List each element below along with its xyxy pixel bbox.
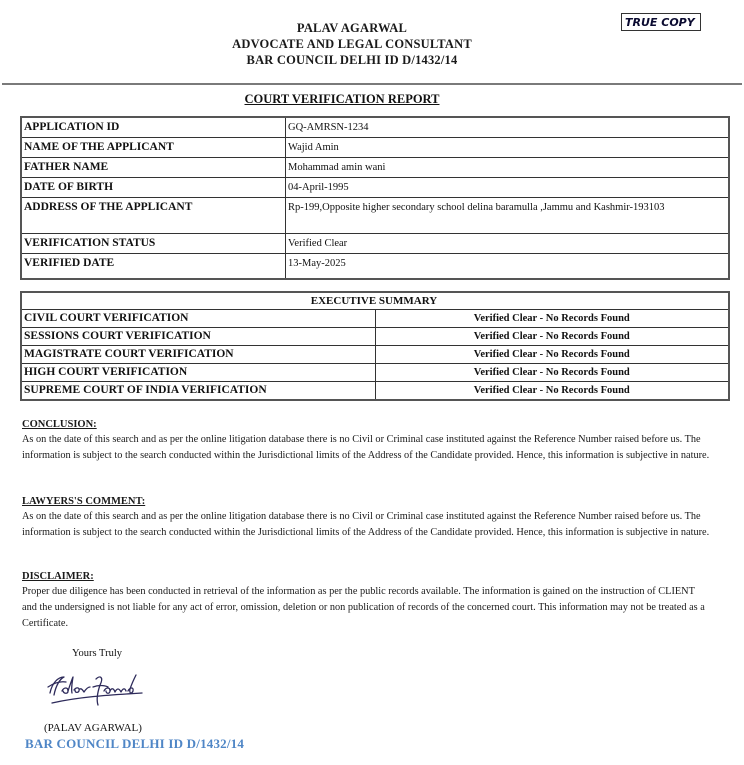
- row-value: Verified Clear - No Records Found: [375, 364, 729, 382]
- row-value: Wajid Amin: [286, 138, 730, 158]
- conclusion-text: As on the date of this search and as per the online litigation database there is no Civil or Criminal case instituted against the Reference Number raised before us. The information is subject to the search conducted within the Jurisdictional limits of the Address of the Candidate provided. Hence, this information is subjective in nature.: [22, 434, 710, 461]
- row-label: FATHER NAME: [21, 158, 286, 178]
- row-label: ADDRESS OF THE APPLICANT: [21, 198, 286, 234]
- row-label: MAGISTRATE COURT VERIFICATION: [21, 346, 375, 364]
- row-value: Verified Clear: [286, 234, 730, 254]
- advocate-bar-id: BAR COUNCIL DELHI ID D/1432/14: [246, 53, 458, 67]
- row-value: GQ-AMRSN-1234: [286, 117, 730, 138]
- disclaimer-text: Proper due diligence has been conducted in retrieval of the information as per the public records available. The information is gained on the instruction of CLIENT and the undersigned is not liable for any act of error, omission, deletion or non publication of records of the concerned court. This information may not be treated as a Certificate.: [22, 586, 705, 629]
- closing-salutation: Yours Truly: [72, 648, 123, 659]
- applicant-details-table: [20, 116, 730, 280]
- table-row: [21, 234, 729, 254]
- row-label: HIGH COURT VERIFICATION: [21, 364, 375, 382]
- table-row: [21, 382, 729, 401]
- lawyers-comment-heading: LAWYERS'S COMMENT:: [22, 496, 146, 507]
- lawyers-comment-section: [22, 495, 712, 541]
- row-label: SUPREME COURT OF INDIA VERIFICATION: [21, 382, 375, 401]
- row-value: Verified Clear - No Records Found: [375, 382, 729, 401]
- table-row: [21, 328, 729, 346]
- table-row: [21, 254, 729, 280]
- table-row: [21, 158, 729, 178]
- header-divider: [2, 83, 742, 85]
- signature-icon: [38, 665, 158, 715]
- row-label: VERIFICATION STATUS: [21, 234, 286, 254]
- advocate-name: PALAV AGARWAL: [296, 21, 408, 35]
- report-title: COURT VERIFICATION REPORT: [244, 92, 440, 106]
- signatory-name: (PALAV AGARWAL): [44, 722, 142, 734]
- advocate-designation: ADVOCATE AND LEGAL CONSULTANT: [232, 37, 472, 51]
- table-row: [21, 198, 729, 234]
- row-value: Verified Clear - No Records Found: [375, 346, 729, 364]
- row-label: CIVIL COURT VERIFICATION: [21, 310, 375, 328]
- table-row: [21, 310, 729, 328]
- lawyers-comment-text: As on the date of this search and as per the online litigation database there is no Civil or Criminal case instituted against the Reference Number raised before us. The information is subject to the search conducted within the Jurisdictional limits of the Address of the Candidate provided. Hence, this information is subjective in nature.: [22, 511, 710, 538]
- disclaimer-heading: DISCLAIMER:: [22, 571, 94, 582]
- table-row: [21, 117, 729, 138]
- executive-summary-table: [20, 291, 730, 401]
- true-copy-stamp: TRUE COPY: [621, 13, 701, 31]
- row-label: APPLICATION ID: [21, 117, 286, 138]
- table-row: [21, 364, 729, 382]
- row-value: Verified Clear - No Records Found: [375, 310, 729, 328]
- row-value: Mohammad amin wani: [286, 158, 730, 178]
- executive-summary-title: EXECUTIVE SUMMARY: [21, 292, 729, 310]
- disclaimer-section: [22, 570, 712, 632]
- row-label: SESSIONS COURT VERIFICATION: [21, 328, 375, 346]
- row-label: NAME OF THE APPLICANT: [21, 138, 286, 158]
- row-label: DATE OF BIRTH: [21, 178, 286, 198]
- row-value: 13-May-2025: [286, 254, 730, 280]
- table-row: [21, 346, 729, 364]
- table-row: [21, 178, 729, 198]
- row-value: 04-April-1995: [286, 178, 730, 198]
- table-header-row: [21, 292, 729, 310]
- signatory-bar-id: BAR COUNCIL DELHI ID D/1432/14: [25, 736, 245, 751]
- row-value: Verified Clear - No Records Found: [375, 328, 729, 346]
- conclusion-heading: CONCLUSION:: [22, 419, 97, 430]
- row-label: VERIFIED DATE: [21, 254, 286, 280]
- conclusion-section: [22, 418, 712, 464]
- row-value: Rp-199,Opposite higher secondary school delina baramulla ,Jammu and Kashmir-193103: [286, 198, 730, 234]
- table-row: [21, 138, 729, 158]
